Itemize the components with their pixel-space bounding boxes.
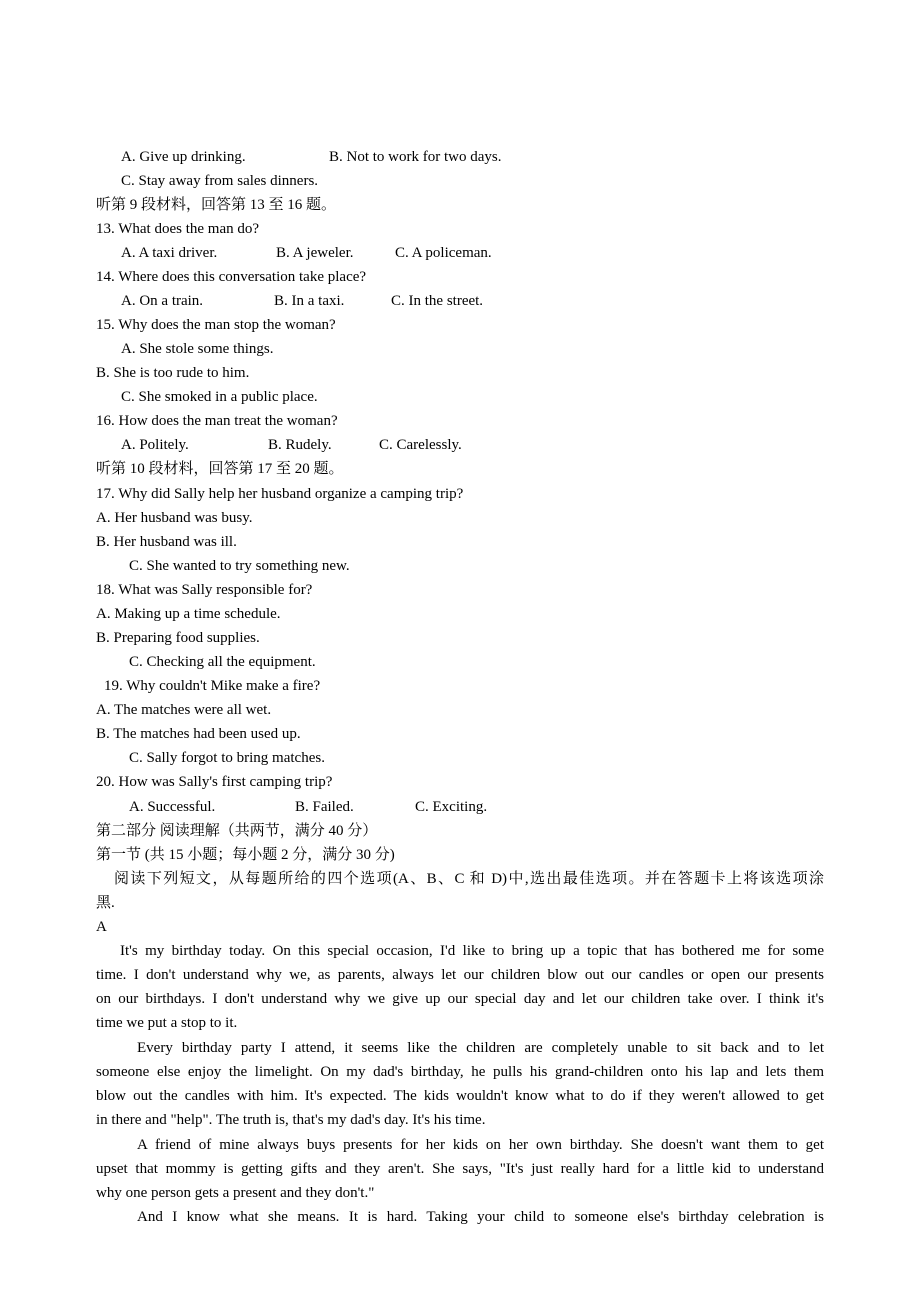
q14-option-b: B. In a taxi. bbox=[274, 293, 345, 309]
q20-question: 20. How was Sally's first camping trip? bbox=[96, 774, 333, 790]
q17-option-c: C. She wanted to try something new. bbox=[129, 558, 350, 574]
p4-line-1: And I know what she means. It is hard. Taking your child to someone else's birthday celebration is bbox=[137, 1209, 824, 1225]
part2-title: 第二部分 阅读理解（共两节，满分 40 分） bbox=[96, 823, 378, 839]
q20-option-b: B. Failed. bbox=[295, 799, 354, 815]
q16-question: 16. How does the man treat the woman? bbox=[96, 413, 338, 429]
q16-option-a: A. Politely. bbox=[121, 437, 189, 453]
p2-line-3: blow out the candles with him. It's expected. The kids wouldn't know what to do if they weren't allowed to get bbox=[96, 1088, 824, 1104]
q13-option-b: B. A jeweler. bbox=[276, 245, 354, 261]
q19-option-b: B. The matches had been used up. bbox=[96, 726, 301, 742]
q12-option-a: A. Give up drinking. bbox=[121, 149, 246, 165]
q20-option-a: A. Successful. bbox=[129, 799, 216, 815]
q17-option-b: B. Her husband was ill. bbox=[96, 534, 237, 550]
p1-line-2: time. I don't understand why we, as parents, always let our children blow out our candles or open our presents bbox=[96, 967, 824, 983]
q15-option-a: A. She stole some things. bbox=[121, 341, 274, 357]
q20-option-c: C. Exciting. bbox=[415, 799, 488, 815]
p1-line-4: time we put a stop to it. bbox=[96, 1015, 238, 1031]
q14-option-a: A. On a train. bbox=[121, 293, 204, 309]
q15-question: 15. Why does the man stop the woman? bbox=[96, 317, 336, 333]
q17-option-a: A. Her husband was busy. bbox=[96, 510, 253, 526]
q13-option-a: A. A taxi driver. bbox=[121, 245, 218, 261]
p3-line-2: upset that mommy is getting gifts and they aren't. She says, "It's just really hard for a little kid to understand bbox=[96, 1161, 824, 1177]
passage-paragraph-2 bbox=[96, 1036, 824, 1132]
passage-paragraph-1 bbox=[96, 939, 824, 1035]
p3-line-1: A friend of mine always buys presents for her kids on her own birthday. She doesn't want them to get bbox=[137, 1137, 824, 1153]
q19-question: 19. Why couldn't Mike make a fire? bbox=[104, 678, 321, 694]
q18-option-a: A. Making up a time schedule. bbox=[96, 606, 281, 622]
q13-question: 13. What does the man do? bbox=[96, 221, 260, 237]
passage-paragraph-4 bbox=[96, 1205, 824, 1229]
q19-option-c: C. Sally forgot to bring matches. bbox=[129, 750, 325, 766]
p1-line-3: on our birthdays. I don't understand why we give up our special day and let our children take over. I think it's bbox=[96, 991, 824, 1007]
section9-instruction: 听第 9 段材料，回答第 13 至 16 题。 bbox=[96, 197, 337, 213]
p1-line-1: It's my birthday today. On this special occasion, I'd like to bring up a topic that has bothered me for some bbox=[120, 943, 824, 959]
p3-line-3: why one person gets a present and they don't." bbox=[96, 1185, 375, 1201]
p2-line-2: someone else enjoy the limelight. On my dad's birthday, he pulls his grand-children onto his lap and lets them bbox=[96, 1064, 824, 1080]
q18-option-b: B. Preparing food supplies. bbox=[96, 630, 260, 646]
q15-option-b: B. She is too rude to him. bbox=[96, 365, 250, 381]
instructions-line-2: 黑. bbox=[96, 895, 115, 911]
q17-question: 17. Why did Sally help her husband organize a camping trip? bbox=[96, 486, 464, 502]
section1-title: 第一节 (共 15 小题；每小题 2 分，满分 30 分) bbox=[96, 847, 395, 863]
passage-label: A bbox=[96, 919, 107, 935]
instructions-line-1: 阅读下列短文，从每题所给的四个选项(A、B、C 和 D)中,选出最佳选项。并在答题卡上将该选项涂 bbox=[114, 871, 824, 887]
p2-line-1: Every birthday party I attend, it seems like the children are completely unable to sit back and to let bbox=[137, 1040, 824, 1056]
p2-line-4: in there and "help". The truth is, that's my dad's day. It's his time. bbox=[96, 1112, 486, 1128]
section10-instruction: 听第 10 段材料，回答第 17 至 20 题。 bbox=[96, 461, 344, 477]
q19-option-a: A. The matches were all wet. bbox=[96, 702, 272, 718]
q13-option-c: C. A policeman. bbox=[395, 245, 492, 261]
q15-option-c: C. She smoked in a public place. bbox=[121, 389, 318, 405]
q14-option-c: C. In the street. bbox=[391, 293, 484, 309]
q18-question: 18. What was Sally responsible for? bbox=[96, 582, 313, 598]
q12-option-b: B. Not to work for two days. bbox=[329, 149, 502, 165]
q12-option-c: C. Stay away from sales dinners. bbox=[121, 173, 319, 189]
passage-paragraph-3 bbox=[96, 1133, 824, 1205]
q16-option-c: C. Carelessly. bbox=[379, 437, 462, 453]
q18-option-c: C. Checking all the equipment. bbox=[129, 654, 316, 670]
reading-instructions bbox=[96, 867, 824, 915]
q16-option-b: B. Rudely. bbox=[268, 437, 332, 453]
q14-question: 14. Where does this conversation take place? bbox=[96, 269, 367, 285]
